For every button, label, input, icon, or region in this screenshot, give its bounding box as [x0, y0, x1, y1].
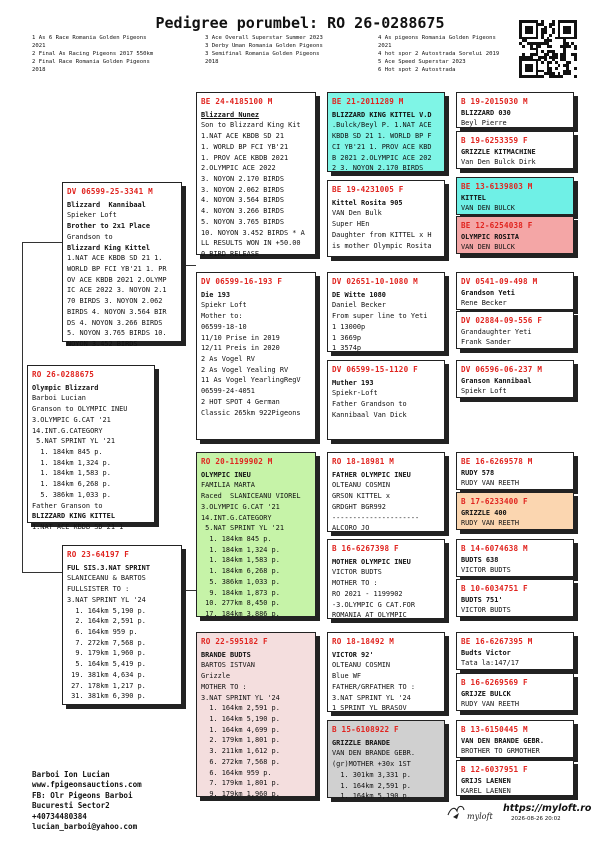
card-line: OV ACE KBDB 2021 2.OLYMP	[67, 275, 167, 284]
card-line: (gr)MOTHER +30x 1ST	[332, 760, 411, 769]
breeder-name: RUDY VAN REETH	[461, 479, 520, 488]
card-line: 1 SPRINT YL BRASOV	[332, 704, 407, 713]
card-line: 1.NAT ACE KBDB SD 21 1.	[67, 254, 163, 263]
card-line: 3.NAT SPRINT YL '24	[67, 595, 146, 604]
subject-card[interactable]	[27, 365, 155, 531]
dam-card[interactable]	[62, 545, 182, 705]
achievements-col-3	[378, 34, 503, 75]
pigeon-name: Blizzard Kannibaal	[67, 200, 146, 209]
card-line: Daughter from KITTEL x H	[332, 230, 432, 239]
achievement: 4 As pigeons Romania Golden Pigeons 2021	[378, 35, 500, 50]
pigeon-name: Granson Kannibaal	[461, 376, 532, 385]
ring-number: B 10-6034751 F	[461, 584, 528, 593]
card-line: 1. 164km 5,190 p.	[201, 714, 280, 723]
ring-number: B 12-6037951 F	[461, 765, 528, 774]
pigeon-name: Grandson Yeti	[461, 288, 515, 297]
breeder-name: Beyl Pierre	[461, 119, 507, 128]
pigeon-name: Budts Victor	[461, 648, 511, 657]
ring-number: BE 19-4231005 F	[332, 185, 404, 194]
card-line: 3. NOYON 2.062 BIRDS	[201, 185, 284, 194]
connector-line	[22, 242, 23, 572]
card-line: ROMANIA AT OLYMPIC	[332, 611, 407, 620]
card-line: GRDGHT BGR992	[332, 502, 386, 511]
ring-number: B 16-6269569 F	[461, 678, 528, 687]
contact-facebook: FB: Olr Pigeons Barboi	[32, 790, 133, 800]
card-line: B 2021 2.OLYMPIC ACE 202	[332, 153, 432, 162]
myloft-branding	[445, 801, 592, 825]
card-line: 10. NOYON 3.452 BIRDS * A	[201, 228, 305, 237]
card-line: 1. 164km 5,190 p.	[332, 792, 411, 801]
contact-website[interactable]: www.fpigeonsauctions.com	[32, 780, 142, 790]
ring-number: B 14-6074638 M	[461, 544, 528, 553]
card-line: 1 3669p	[332, 333, 362, 342]
pigeon-name: BRANDE BUDTS	[201, 650, 251, 659]
card-line: -3.OLYMPIC G CAT.FOR	[332, 600, 415, 609]
pigeon-name: OLYMPIC ROSITA	[461, 232, 520, 241]
pigeon-name: Die 193	[201, 290, 231, 299]
connector-line	[22, 242, 62, 243]
card-line: 17. 184km 3,886 p.	[201, 609, 280, 618]
card-line: 9. 179km 1,960 p.	[67, 649, 146, 658]
dam-sire-card[interactable]	[196, 452, 316, 617]
pigeon-name: VAN DEN BRANDE GEBR.	[461, 736, 544, 745]
ds-dam-card[interactable]	[327, 539, 445, 619]
card-line: 5. NOYON 3.765 BIRDS	[201, 217, 284, 226]
card-line: RO 2021 - 1199902	[332, 589, 403, 598]
sd-sire-card[interactable]	[327, 272, 445, 352]
card-line: Spieker Loft	[67, 211, 117, 220]
card-line: Father Grandson to	[332, 400, 407, 409]
ring-number: BE 13-6139803 M	[461, 182, 533, 191]
card-line: 1. PROV ACE KBDB 2021	[201, 153, 289, 162]
card-line: 1. 301km 3,331 p.	[332, 770, 411, 779]
sire-dam-card[interactable]	[196, 272, 316, 440]
card-line: 31. 381km 6,390 p.	[67, 692, 146, 701]
ring-number: RO 23-64197 F	[67, 550, 130, 559]
sire-card[interactable]	[62, 182, 182, 348]
card-line: 1. WORLD BP FCI YB'21	[201, 142, 289, 151]
pigeon-name: MOTHER OLYMPIC INEU	[332, 557, 411, 566]
ancestor-card[interactable]	[456, 311, 574, 349]
card-line: 6. 272km 7,568 p.	[201, 757, 280, 766]
ds-sire-card[interactable]	[327, 452, 445, 532]
card-line: .Bulck/Beyl P. 1.NAT ACE	[332, 121, 432, 130]
card-line: 1. 164km 5,190 p.	[67, 606, 146, 615]
card-line: 06599-24-4051	[201, 387, 255, 396]
card-line: Grizzle	[201, 672, 231, 681]
ancestor-card[interactable]	[456, 539, 574, 577]
card-line: BARTOS ISTVAN	[201, 661, 255, 670]
connector-line	[22, 572, 62, 573]
breeder-name: BROTHER TO GRMOTHER	[461, 747, 540, 756]
card-line: 1. 184km 6,268 p.	[201, 567, 280, 576]
card-line: From super line to Yeti	[332, 312, 428, 321]
breeder-name: Tata la:147/17	[461, 659, 520, 668]
card-line: GRSON KITTEL x	[332, 492, 391, 501]
ring-number: B 13-6150445 M	[461, 725, 528, 734]
card-line: 3. 211km 1,612 p.	[201, 747, 280, 756]
achievement: 6 Hot spot 2 Autostrada	[378, 67, 456, 74]
sd-dam-card[interactable]	[327, 360, 445, 440]
card-line: is mother Olympic Rosita	[332, 241, 432, 250]
card-line: Mother to:	[201, 312, 243, 321]
card-line: 06599-18-10	[201, 322, 247, 331]
qr-code-icon	[519, 20, 577, 78]
pigeon-name: BUDTS 751'	[461, 595, 503, 604]
card-line: 4. NOYON 3.564 BIRDS	[201, 196, 284, 205]
card-line: Spiekr-Loft	[332, 389, 378, 398]
card-line: Super HEn	[332, 220, 370, 229]
card-line: KBDB SD 21 1. WORLD BP F	[332, 132, 432, 141]
ss-dam-card[interactable]	[327, 180, 445, 257]
achievement: 3 Derby Uman Romania Golden Pigeons	[205, 43, 323, 50]
pigeon-name: GRIJZE BULCK	[461, 689, 511, 698]
breeder-name: Rene Becker	[461, 299, 507, 308]
ring-number: B 19-6253359 F	[461, 136, 528, 145]
breeder-name: VAN DEN BULCK	[461, 204, 515, 213]
card-line: 1. 184km 6,268 p.	[32, 480, 111, 489]
pigeon-name: GRIZZLE BRANDE	[332, 738, 391, 747]
card-line: Spiekr Loft	[201, 301, 247, 310]
card-line: MOTHER TO :	[201, 682, 247, 691]
card-line: 3.OLYMPIC G.CAT '21	[32, 415, 111, 424]
card-line: 1 3574p	[332, 344, 362, 353]
pigeon-name: DE Witte 1080	[332, 290, 386, 299]
card-line: 6. 164km 959 p.	[201, 768, 272, 777]
card-line: 19. 381km 4,634 p.	[67, 670, 146, 679]
ring-number: DV 02884-09-556 F	[461, 316, 543, 325]
card-line: ---------------------	[332, 513, 420, 522]
card-line: LL RESULTS WON IN +50.00	[201, 239, 301, 248]
achievement: 2 Final Race Romania Golden Pigeons 2018	[32, 59, 154, 74]
card-line: 5.NAT SPRINT YL '21	[201, 524, 284, 533]
contact-phone: +40734480384	[32, 811, 87, 821]
card-line: 2 HOT SPOT 4 German	[201, 397, 280, 406]
achievements-col-2	[205, 34, 330, 66]
connector-line	[182, 590, 196, 591]
card-line: Classic 265km 922Pigeons	[201, 408, 301, 417]
card-line: Granson to OLYMPIC INEU	[32, 405, 128, 414]
myloft-url[interactable]: https://myloft.ro	[503, 803, 592, 814]
ring-number: B 15-6108922 F	[332, 725, 399, 734]
print-date: 2026-08-26 20:02	[511, 816, 561, 822]
qr-module	[574, 75, 577, 78]
pigeon-name: GRIJS LAENEN	[461, 776, 511, 785]
pigeon-name: GRIZZLE KITMACHINE	[461, 147, 536, 156]
myloft-logo-icon	[445, 801, 501, 823]
card-line: WORLD BP FCI YB'21 1. PR	[67, 264, 167, 273]
ancestor-card[interactable]	[456, 131, 574, 169]
ring-number: RO 26-0288675	[32, 370, 95, 379]
ring-number: RO 20-1199902 M	[201, 457, 273, 466]
card-line: NOYON 3.452 BIRDS	[67, 339, 138, 348]
ancestor-card[interactable]	[456, 632, 574, 670]
breeder-contact	[32, 770, 142, 833]
card-line: 2. 179km 1,801 p.	[201, 736, 280, 745]
ring-number: BE 16-6269578 M	[461, 457, 533, 466]
card-line: 5. 386km 1,033 p.	[201, 577, 280, 586]
card-line: 7. 272km 7,568 p.	[67, 638, 146, 647]
card-line: 5. 164km 5,419 p.	[67, 660, 146, 669]
achievements-col-1	[32, 34, 157, 75]
contact-email[interactable]: lucian_barboi@yahoo.com	[32, 822, 138, 832]
breeder-name: RUDY VAN REETH	[461, 700, 520, 709]
card-line: 7. 179km 1,801 p.	[201, 779, 280, 788]
ring-number: B 19-2015030 M	[461, 97, 528, 106]
ring-number: DV 0541-09-498 M	[461, 277, 538, 286]
ring-number: B 16-6267398 F	[332, 544, 399, 553]
achievement: 3 Ace Overall Superstar Summer 2023	[205, 35, 323, 41]
myloft-logo-text: myloft	[467, 812, 493, 821]
pigeon-name: KITTEL	[461, 193, 486, 202]
card-line: 3.OLYMPIC G.CAT '21	[201, 502, 280, 511]
achievement: 4 hot spor 2 Autostrada Sorelui 2019	[378, 51, 500, 58]
pigeon-name: RUDY 578	[461, 468, 495, 477]
pigeon-name: Muther 193	[332, 378, 374, 387]
card-line: Daniel Becker	[332, 301, 386, 310]
pigeon-name: Kittel Rosita 905	[332, 198, 403, 207]
page-title: Pedigree porumbel: RO 26-0288675	[155, 14, 445, 32]
pigeon-name: FUL SIS.3.NAT SPRINT	[67, 563, 150, 572]
ancestor-card[interactable]	[456, 452, 574, 490]
achievement: 3 Semifinal Romania Golden Pigeons 2018	[205, 51, 323, 66]
dd-dam-card[interactable]	[327, 720, 445, 801]
breeder-name: VAN DEN BULCK	[461, 243, 515, 252]
card-line: 1. 184km 1,583 p.	[32, 469, 111, 478]
dd-sire-card[interactable]	[327, 632, 445, 712]
card-line: 4. NOYON 3.266 BIRDS	[201, 207, 284, 216]
breeder-name: KAREL LAENEN	[461, 787, 511, 796]
card-line: 9. 184km 1,873 p.	[201, 588, 280, 597]
card-line: Blue WF	[332, 672, 362, 681]
card-line: 1.NAT ACE KBDB SD 21 1	[32, 522, 124, 531]
ring-number: DV 06599-16-193 F	[201, 277, 283, 286]
card-line: DS 4. NOYON 3.266 BIRDS	[67, 318, 163, 327]
ancestor-card[interactable]	[456, 760, 574, 796]
breeder-name: VICTOR BUDTS	[461, 606, 511, 615]
ancestor-card[interactable]	[456, 579, 574, 617]
card-line: CI YB'21 1. PROV ACE KBD	[332, 142, 432, 151]
card-line: OLTEANU COSMIN	[332, 481, 391, 490]
card-line: 14.INT.G.CATEGORY	[201, 513, 272, 522]
breeder-name: RUDY VAN REETH	[461, 519, 520, 528]
card-line: 2 As Vogel Yealing RV	[201, 365, 289, 374]
card-line: 2 As Vogel RV	[201, 354, 255, 363]
card-line: 2 3. NOYON 2.170 BIRDS	[332, 164, 424, 173]
dam-dam-card[interactable]	[196, 632, 316, 797]
pigeon-name: OLYMPIC INEU	[201, 470, 251, 479]
pigeon-name: VICTOR 92'	[332, 650, 374, 659]
ancestor-card[interactable]	[456, 492, 574, 530]
card-line: 27. 178km 1,217 p.	[67, 681, 146, 690]
card-line: Grandson to	[67, 232, 113, 241]
pigeon-name: BLIZZARD 030	[461, 108, 511, 117]
card-line: Blizzard King Kittel	[67, 243, 150, 252]
card-line: ALCORO JO	[332, 524, 370, 533]
ring-number: DV 06596-06-237 M	[461, 365, 543, 374]
card-line: 1. 164km 4,699 p.	[201, 725, 280, 734]
card-line: 9. 179km 1,960 p.	[201, 789, 280, 798]
card-line: OLTEANU COSMIN	[332, 661, 391, 670]
breeder-name: Frank Sander	[461, 338, 511, 347]
card-line: 3.NAT SPRINT YL '24	[332, 693, 411, 702]
ring-number: RO 22-595182 F	[201, 637, 268, 646]
card-line: MOTHER TO :	[332, 579, 378, 588]
card-line: Raced SLANICEANU VIOREL	[201, 492, 301, 501]
pigeon-name: Blizzard Nunez	[201, 110, 260, 119]
ancestor-card[interactable]	[456, 720, 574, 758]
contact-name: Barboi Ion Lucian	[32, 770, 110, 779]
card-line: 5.NAT SPRINT YL '21	[32, 437, 115, 446]
card-line: 1. 184km 1,324 p.	[201, 545, 280, 554]
card-line: Kannibaal Van Dick	[332, 410, 407, 419]
card-line: 1. 184km 845 p.	[32, 447, 103, 456]
card-line: 5. NOYON 3.765 BIRDS 10.	[67, 329, 167, 338]
ring-number: DV 06599-15-1120 F	[332, 365, 418, 374]
ancestor-card[interactable]	[456, 177, 574, 215]
ring-number: BE 16-6267395 M	[461, 637, 533, 646]
breeder-name: Van Den Bulck Dirk	[461, 158, 536, 167]
card-line: 12/11 Preis in 2020	[201, 344, 280, 353]
card-line: Brother to 2x1 Place	[67, 222, 150, 231]
pigeon-name: Grandaughter Yeti	[461, 327, 532, 336]
card-line: 1. 184km 1,324 p.	[32, 458, 111, 467]
ring-number: BE 21-2011289 M	[332, 97, 404, 106]
card-line: SLANICEANU & BARTOS	[67, 574, 146, 583]
card-line: 6. 164km 959 p.	[67, 627, 138, 636]
card-line: 1. 184km 1,583 p.	[201, 556, 280, 565]
card-line: FATHER/GRFATHER TO :	[332, 682, 415, 691]
card-line: 1 13000p	[332, 322, 366, 331]
card-line: VICTOR BUDTS	[332, 568, 382, 577]
card-line: FULLSISTER TO :	[67, 585, 130, 594]
card-line: BIRDS 4. NOYON 3.564 BIR	[67, 307, 167, 316]
pigeon-name: GRIZZLE 400	[461, 508, 507, 517]
sire-sire-card[interactable]	[196, 92, 316, 258]
contact-address: Bucuresti Sector2	[32, 801, 110, 811]
achievement: 5 Ace Speed Superstar 2023	[378, 59, 466, 66]
pigeon-name: FATHER OLYMPIC INEU	[332, 470, 411, 479]
achievement: 1 As 6 Race Romania Golden Pigeons 2021	[32, 35, 150, 50]
card-line: BLIZZARD KING KITTEL	[32, 512, 115, 521]
card-line: 1.NAT ACE KBDB SD 21	[201, 132, 284, 141]
card-line: BLIZZARD KING KITTEL V.D	[332, 110, 432, 119]
card-line: 10. 277km 8,450 p.	[201, 599, 280, 608]
ring-number: B 17-6233400 F	[461, 497, 528, 506]
card-line: 3.NAT SPRINT YL '24	[201, 693, 280, 702]
card-line: 0 BIRD RELEASE	[201, 249, 260, 258]
card-line: 2.OLYMPIC ACE 2022	[201, 164, 276, 173]
card-line: 70 BIRDS 3. NOYON 2.062	[67, 297, 163, 306]
card-line: 11 As Vogel YearlingRegV	[201, 376, 301, 385]
ring-number: DV 06599-25-3341 M	[67, 187, 153, 196]
pigeon-name: BUDTS 638	[461, 555, 499, 564]
ring-number: RO 18-18492 M	[332, 637, 395, 646]
card-line: 14.INT.G.CATEGORY	[32, 426, 103, 435]
achievement: 2 Final As Racing Pigeons 2017 550km	[32, 51, 154, 58]
pigeon-name: Olympic Blizzard	[32, 383, 99, 392]
card-line: VAN DEN BRANDE GEBR.	[332, 749, 415, 758]
card-line: IC ACE 2022 3. NOYON 2.1	[67, 286, 167, 295]
ancestor-card[interactable]	[456, 360, 574, 398]
card-line: 1. 184km 845 p.	[201, 534, 272, 543]
card-line: FAMILIA MARTA	[201, 481, 255, 490]
ring-number: DV 02651-10-1080 M	[332, 277, 418, 286]
card-line: 2. 164km 2,591 p.	[67, 617, 146, 626]
card-line: Barboi Lucian	[32, 394, 86, 403]
ring-number: RO 18-18981 M	[332, 457, 395, 466]
card-line: 3. NOYON 2.170 BIRDS	[201, 174, 284, 183]
card-line: Father Granson to	[32, 501, 103, 510]
card-line: 11/10 Prise in 2019	[201, 333, 280, 342]
ring-number: BE 12-6254038 F	[461, 221, 533, 230]
card-line: Son to Blizzard King Kit	[201, 121, 301, 130]
connector-line	[182, 265, 196, 266]
ss-sire-card[interactable]	[327, 92, 445, 172]
ring-number: BE 24-4185100 M	[201, 97, 273, 106]
ancestor-card[interactable]	[456, 216, 574, 254]
breeder-name: Spiekr Loft	[461, 387, 507, 396]
breeder-name: VICTOR BUDTS	[461, 566, 511, 575]
card-line: 1. 164km 2,591 p.	[201, 704, 280, 713]
ancestor-card[interactable]	[456, 92, 574, 128]
card-line: 5. 386km 1,033 p.	[32, 490, 111, 499]
card-line: VAN Den Bulk	[332, 209, 382, 218]
ancestor-card[interactable]	[456, 673, 574, 711]
ancestor-card[interactable]	[456, 272, 574, 310]
card-line: 1. 164km 2,591 p.	[332, 781, 411, 790]
